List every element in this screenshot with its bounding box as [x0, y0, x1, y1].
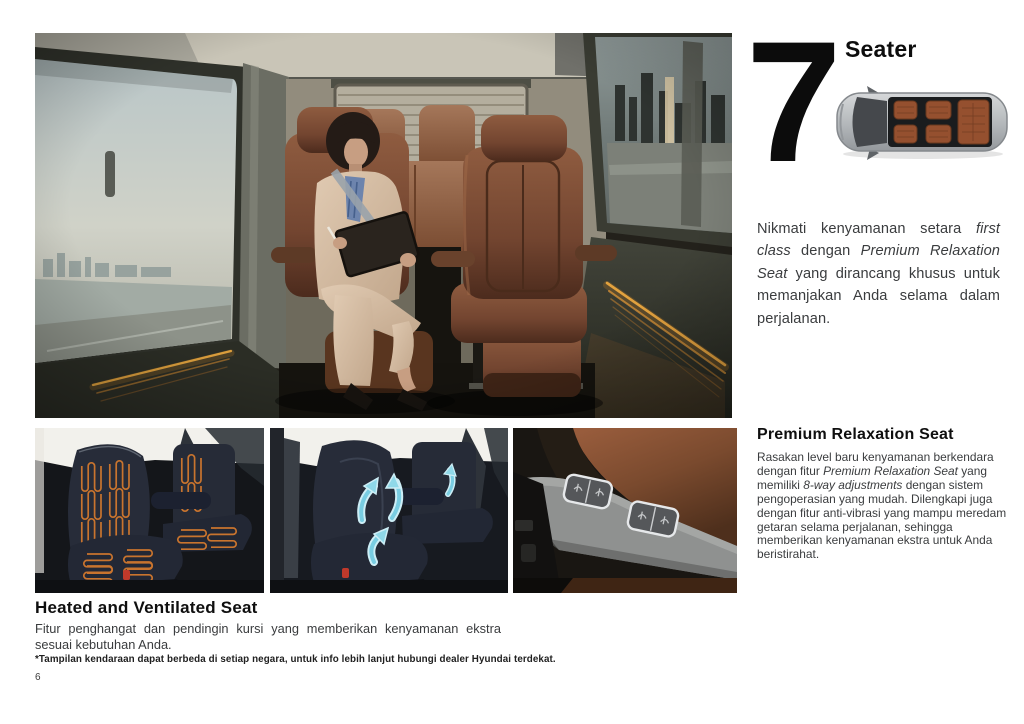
premium-relaxation-heading: Premium Relaxation Seat — [757, 426, 954, 443]
main-photo-interior — [35, 33, 732, 418]
van-top-view-icon — [833, 82, 1013, 164]
thumb-photo-seat-controls — [513, 428, 737, 593]
prs-italic-name: Premium Relaxation Seat — [823, 463, 958, 478]
premium-relaxation-paragraph: Rasakan level baru kenyamanan berkendara dengan fitur Premium Relaxation Seat yang memiliki 8-way adjustments dengan sistem pengoperasian yang mudah. Dilengkapi juga dengan fitur anti-vibrasi yang mampu meredam getaran selama perjalanan, sehingga memberikan kenyamanan ekstra untuk Anda beristirahat. — [757, 450, 1007, 562]
prs-italic-adjustments: 8-way adjustments — [803, 477, 903, 492]
footnote: *Tampilan kendaraan dapat berbeda di setiap negara, untuk info lebih lanjut hubungi dealer Hyundai terdekat. — [35, 654, 556, 665]
intro-italic-first-class: first class — [757, 220, 1000, 260]
heated-ventilated-paragraph: Fitur penghangat dan pendingin kursi yang memberikan kenyamanan ekstra sesuai kebutuhan Anda. — [35, 621, 501, 652]
intro-text: Nikmati kenyamanan setara — [757, 220, 976, 237]
intro-italic-prs: Premium Relaxation Seat — [757, 243, 1000, 282]
intro-paragraph: Nikmati kenyamanan setara first class dengan Premium Relaxation Seat yang dirancang khusus untuk memanjakan Anda selama dalam perjalanan. — [757, 220, 1000, 327]
page-number: 6 — [35, 672, 41, 683]
seater-label: Seater — [845, 36, 917, 62]
thumb-photo-heated-seat — [35, 428, 264, 593]
thumb-photo-ventilated-seat — [270, 428, 508, 593]
seater-count: 7 — [746, 6, 836, 198]
heated-ventilated-heading: Heated and Ventilated Seat — [35, 598, 258, 617]
